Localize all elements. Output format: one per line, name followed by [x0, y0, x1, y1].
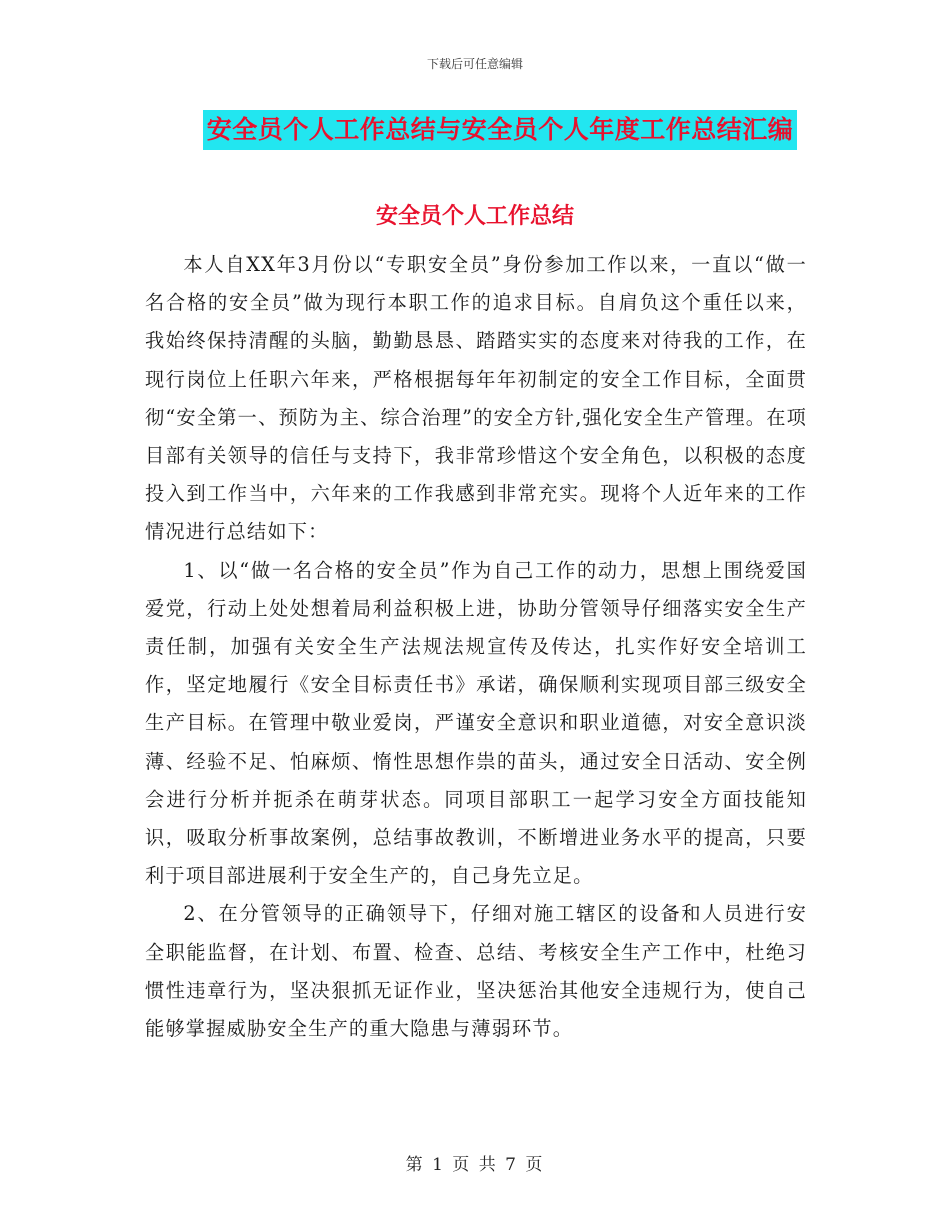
document-title-container [0, 110, 950, 150]
paragraph-intro: 本人自XX年3月份以“专职安全员”身份参加工作以来，一直以“做一名合格的安全员”做为现行本职工作的追求目标。自肩负这个重任以来，我始终保持清醒的头脑，勤勤恳恳、踏踏实实的态度来对待我的工作，在现行岗位上任职六年来，严格根据每年年初制定的安全工作目标，全面贯彻“安全第一、预防为主、综合治理”的安全方针,强化安全生产管理。在项目部有关领导的信任与支持下，我非常珍惜这个安全角色，以积极的态度投入到工作当中，六年来的工作我感到非常充实。现将个人近年来的工作情况进行总结如下： [145, 253, 807, 544]
body-text [145, 246, 807, 1048]
section-title: 安全员个人工作总结 [375, 204, 574, 229]
paragraph-point-2: 2、在分管领导的正确领导下，仔细对施工辖区的设备和人员进行安全职能监督，在计划、布置、检查、总结、考核安全生产工作中，杜绝习惯性违章行为，坚决狠抓无证作业，坚决惩治其他安全违规行为，使自己能够掌握威胁安全生产的重大隐患与薄弱环节。 [145, 902, 807, 1041]
header-note: 下载后可任意编辑 [426, 57, 523, 71]
page-indicator: 第 1 页 共 7 页 [405, 1155, 545, 1175]
paragraph-point-1: 1、以“做一名合格的安全员”作为自己工作的动力，思想上围绕爱国爱党，行动上处处想着局利益积极上进，协助分管领导仔细落实安全生产责任制，加强有关安全生产法规法规宣传及传达，扎实作好安全培训工作，坚定地履行《安全目标责任书》承诺，确保顺利实现项目部三级安全生产目标。在管理中敬业爱岗，严谨安全意识和职业道德，对安全意识淡薄、经验不足、怕麻烦、惰性思想作祟的苗头，通过安全日活动、安全例会进行分析并扼杀在萌芽状态。同项目部职工一起学习安全方面技能知识，吸取分析事故案例，总结事故教训，不断增进业务水平的提高，只要利于项目部进展利于安全生产的，自己身先立足。 [145, 558, 807, 888]
document-title: 安全员个人工作总结与安全员个人年度工作总结汇编 [203, 110, 798, 150]
